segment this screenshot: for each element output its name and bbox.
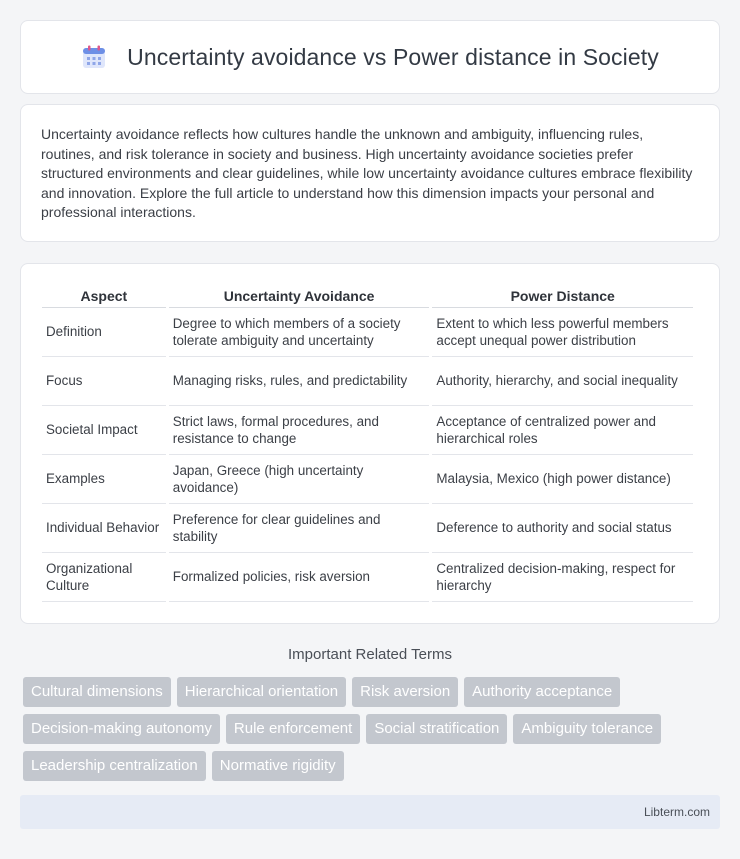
table-row — [42, 308, 693, 357]
table-row — [42, 504, 693, 553]
tag-social-stratification[interactable]: Social stratification — [366, 714, 507, 744]
calendar-icon — [81, 44, 107, 70]
comparison-table — [39, 286, 696, 602]
row-aspect: Focus — [42, 357, 166, 406]
row-aspect: Organizational Culture — [42, 553, 166, 602]
intro-card — [20, 104, 720, 242]
tag-cultural-dimensions[interactable]: Cultural dimensions — [23, 677, 171, 707]
row-aspect: Societal Impact — [42, 406, 166, 455]
table-row — [42, 455, 693, 504]
header-aspect: Aspect — [42, 286, 166, 308]
row-power-value: Deference to authority and social status — [432, 504, 693, 553]
tag-normative-rigidity[interactable]: Normative rigidity — [212, 751, 344, 781]
tag-authority-acceptance[interactable]: Authority acceptance — [464, 677, 620, 707]
table-row — [42, 553, 693, 602]
header-power-distance: Power Distance — [432, 286, 693, 308]
tag-hierarchical-orientation[interactable]: Hierarchical orientation — [177, 677, 346, 707]
title-card — [20, 20, 720, 94]
footer — [20, 795, 720, 829]
tag-decision-making-autonomy[interactable]: Decision-making autonomy — [23, 714, 220, 744]
tag-leadership-centralization[interactable]: Leadership centralization — [23, 751, 206, 781]
tag-ambiguity-tolerance[interactable]: Ambiguity tolerance — [513, 714, 661, 744]
related-terms-list — [23, 677, 723, 781]
comparison-card — [20, 263, 720, 624]
row-power-value: Authority, hierarchy, and social inequality — [432, 357, 693, 406]
row-uncertainty-value: Formalized policies, risk aversion — [169, 553, 430, 602]
intro-paragraph: Uncertainty avoidance reflects how cultures handle the unknown and ambiguity, influencing rules, routines, and risk tolerance in society and business. High uncertainty avoidance societies prefer structured environments and clear guidelines, while low uncertainty avoidance cultures embrace flexibility and innovation. Explore the full article to understand how this dimension impacts your personal and professional interactions. — [41, 126, 693, 221]
row-aspect: Examples — [42, 455, 166, 504]
table-header-row — [42, 286, 693, 308]
row-uncertainty-value: Managing risks, rules, and predictability — [169, 357, 430, 406]
row-power-value: Centralized decision-making, respect for hierarchy — [432, 553, 693, 602]
tag-risk-aversion[interactable]: Risk aversion — [352, 677, 458, 707]
footer-brand-link[interactable]: Libterm.com — [643, 805, 710, 819]
row-uncertainty-value: Japan, Greece (high uncertainty avoidance) — [169, 455, 430, 504]
row-power-value: Acceptance of centralized power and hierarchical roles — [432, 406, 693, 455]
row-uncertainty-value: Degree to which members of a society tolerate ambiguity and uncertainty — [169, 308, 430, 357]
row-aspect: Individual Behavior — [42, 504, 166, 553]
page-title: Uncertainty avoidance vs Power distance in Society — [127, 43, 659, 70]
row-aspect: Definition — [42, 308, 166, 357]
tag-rule-enforcement[interactable]: Rule enforcement — [226, 714, 360, 744]
row-power-value: Extent to which less powerful members accept unequal power distribution — [432, 308, 693, 357]
row-uncertainty-value: Preference for clear guidelines and stability — [169, 504, 430, 553]
table-row — [42, 357, 693, 406]
row-power-value: Malaysia, Mexico (high power distance) — [432, 455, 693, 504]
related-terms-heading: Important Related Terms — [288, 646, 452, 663]
table-row — [42, 406, 693, 455]
row-uncertainty-value: Strict laws, formal procedures, and resistance to change — [169, 406, 430, 455]
header-uncertainty-avoidance: Uncertainty Avoidance — [169, 286, 430, 308]
